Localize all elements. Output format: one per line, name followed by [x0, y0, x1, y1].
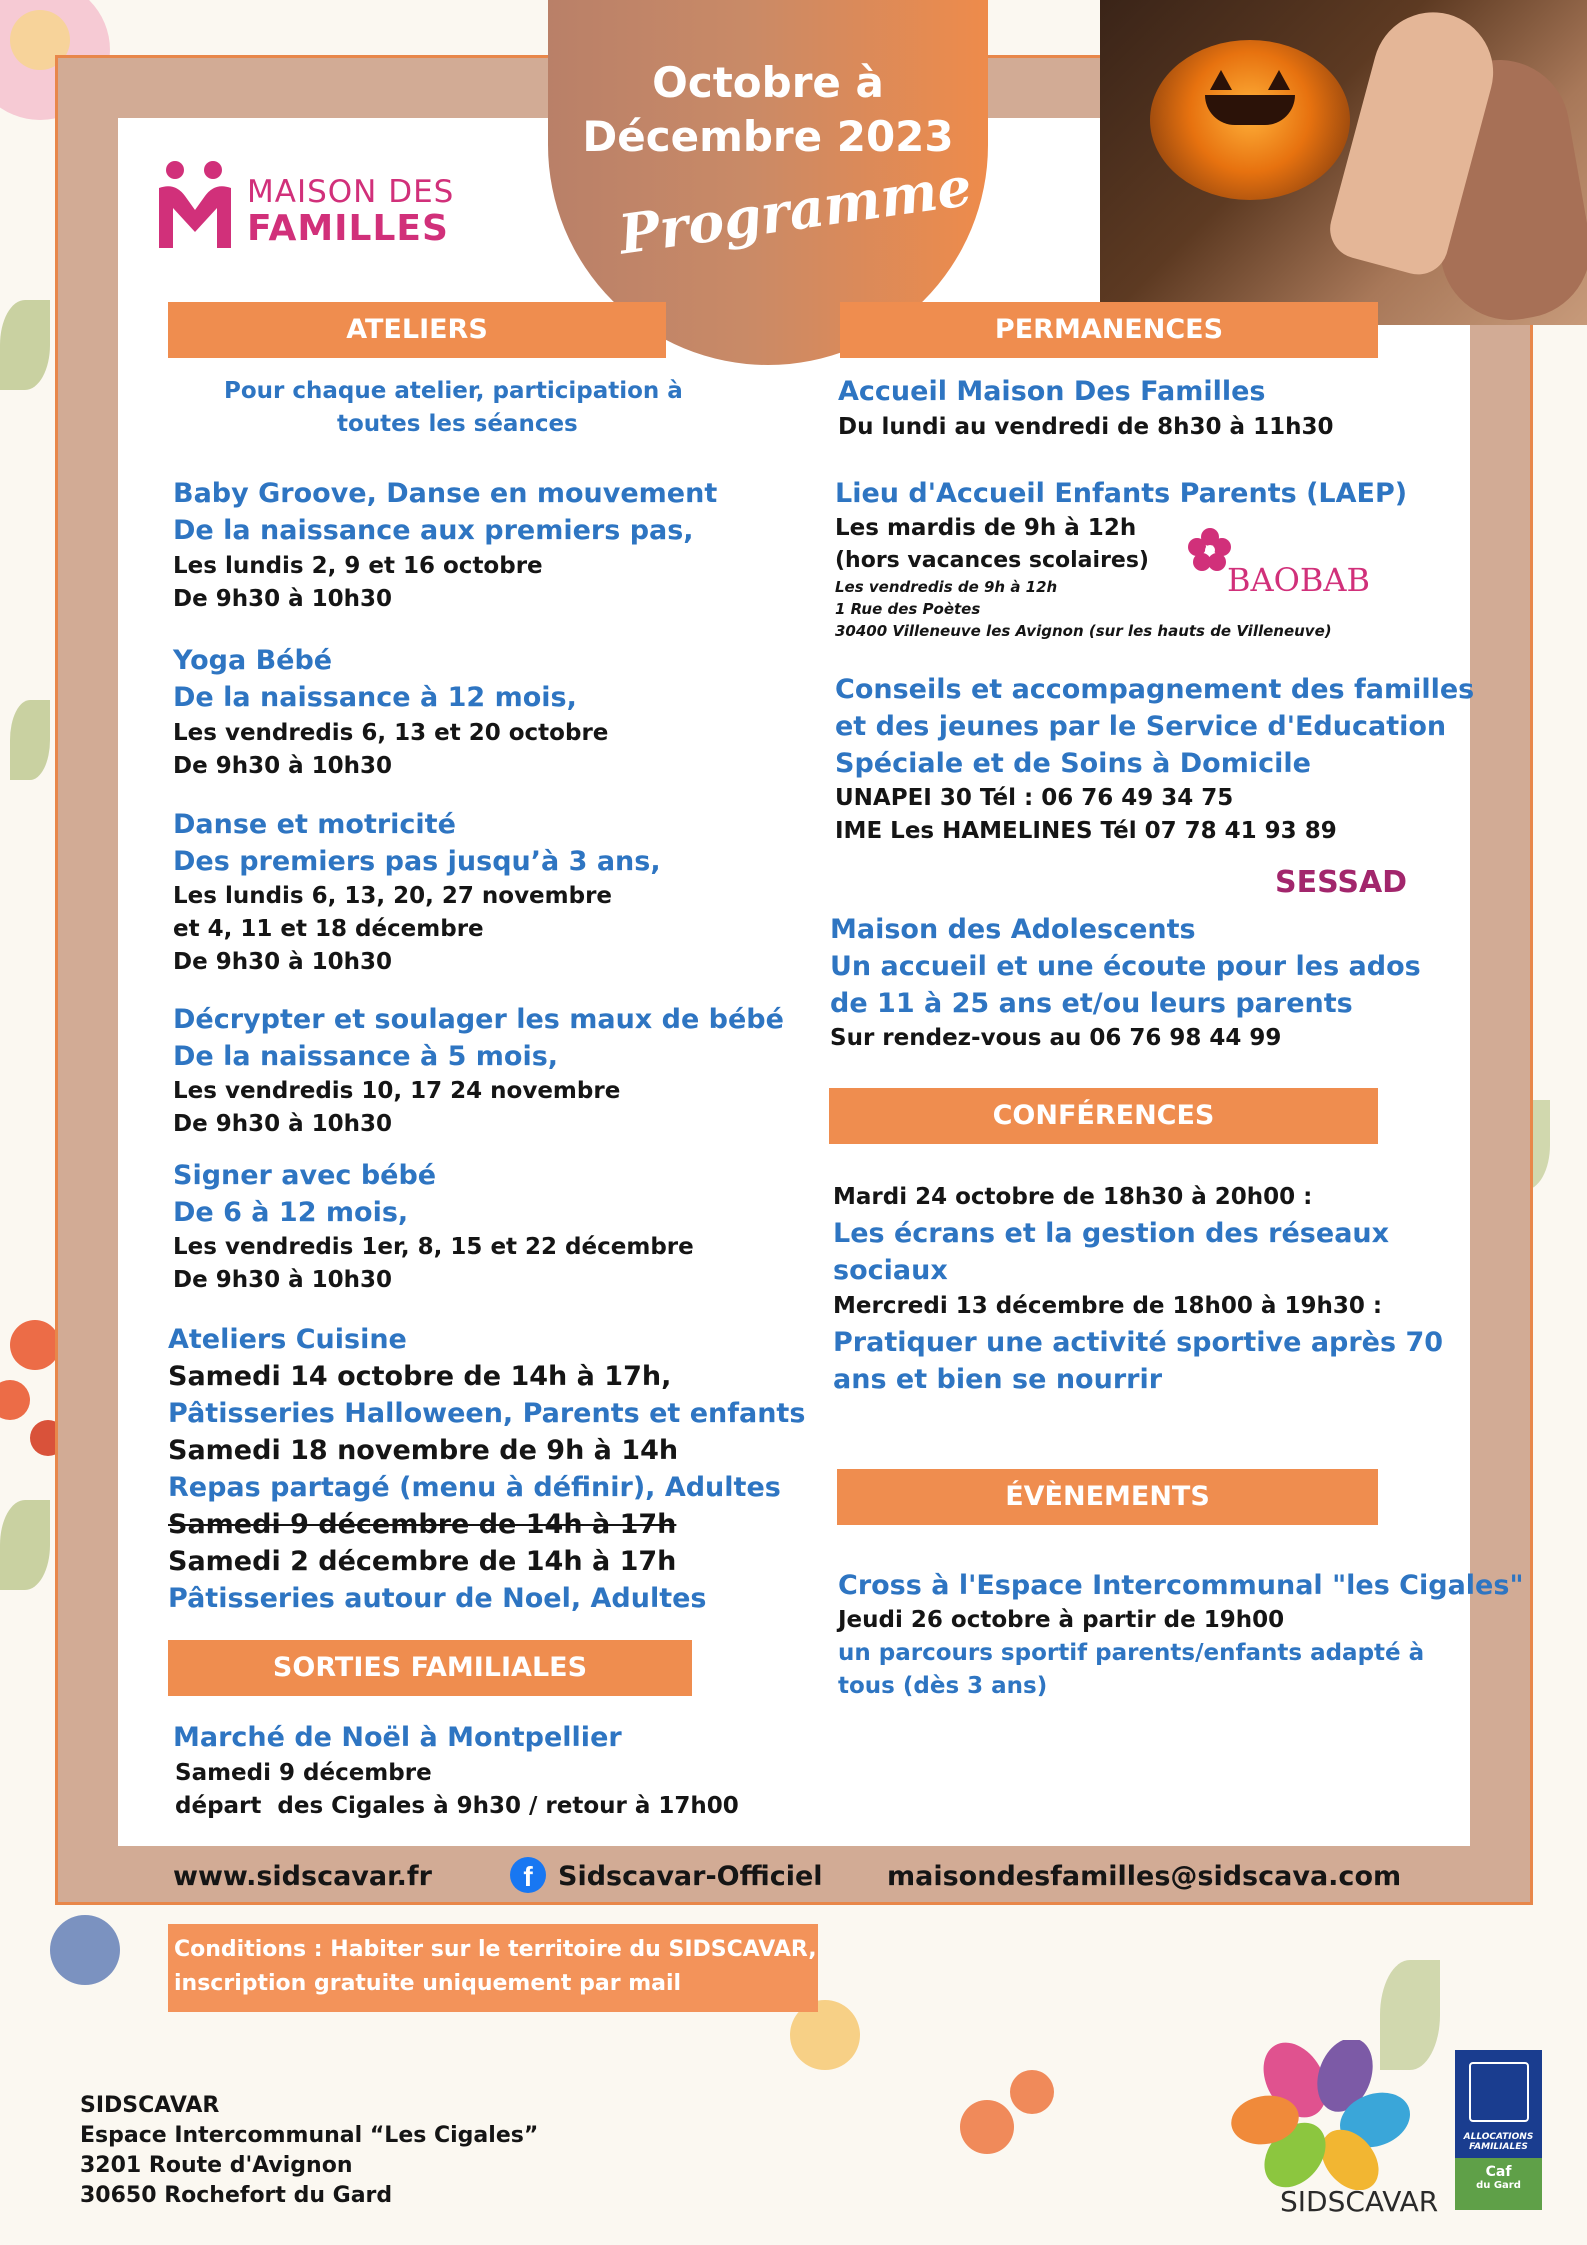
conference-date-2: Mercredi 13 décembre de 18h00 à 19h30 : [833, 1293, 1383, 1319]
caf-logo: ALLOCATIONS FAMILIALES Caf du Gard [1455, 2050, 1542, 2210]
facebook-icon: f [510, 1857, 546, 1893]
email-link[interactable]: maisondesfamilles@sidscava.com [887, 1861, 1402, 1892]
section-ateliers: ATELIERS [168, 302, 666, 358]
event-title: Cross à l'Espace Intercommunal "les Cigales" [838, 1570, 1524, 1601]
period-line1: Octobre à [652, 58, 884, 107]
period-line2: Décembre 2023 [582, 112, 954, 161]
halloween-photo [1100, 0, 1587, 325]
ados-title: Maison des Adolescents [830, 914, 1196, 945]
sortie-date: Samedi 9 décembre [175, 1760, 432, 1786]
sortie-details: départ des Cigales à 9h30 / retour à 17h00 [175, 1793, 739, 1819]
conseils-title: Conseils et accompagnement des familles [835, 674, 1475, 705]
conditions-box: Conditions : Habiter sur le territoire du SIDSCAVAR, inscription gratuite uniquement par mail [168, 1924, 818, 2012]
section-evenements: ÉVÈNEMENTS [837, 1469, 1378, 1525]
sortie-name: Marché de Noël à Montpellier [173, 1722, 622, 1753]
sidscavar-logo: SIDSCAVAR [1225, 2040, 1445, 2220]
facebook-link[interactable]: Sidscavar-Officiel [558, 1861, 823, 1892]
accueil-hours: Du lundi au vendredi de 8h30 à 11h30 [838, 414, 1334, 440]
cancelled-date: Samedi 9 décembre de 14h à 17h [168, 1509, 677, 1540]
baobab-logo: BAOBAB [1185, 525, 1345, 595]
sessad-logo: SESSAD [1275, 865, 1408, 900]
conference-title-2: Pratiquer une activité sportive après 70 [833, 1327, 1444, 1358]
ateliers-intro-2: toutes les séances [337, 411, 578, 437]
caf-emblem-icon [1469, 2062, 1529, 2122]
section-permanences: PERMANENCES [840, 302, 1378, 358]
programme-title: Programme [615, 153, 976, 267]
section-sorties: SORTIES FAMILIALES [168, 1640, 692, 1696]
conference-date-1: Mardi 24 octobre de 18h30 à 20h00 : [833, 1184, 1313, 1210]
conference-title-1: Les écrans et la gestion des réseaux [833, 1218, 1390, 1249]
website-link[interactable]: www.sidscavar.fr [173, 1861, 432, 1892]
laep-title: Lieu d'Accueil Enfants Parents (LAEP) [835, 478, 1408, 509]
maison-des-familles-logo: MAISON DES FAMILLES [155, 160, 475, 250]
family-icon [155, 160, 235, 250]
ateliers-intro-1: Pour chaque atelier, participation à [224, 378, 683, 404]
section-conferences: CONFÉRENCES [829, 1088, 1378, 1144]
accueil-title: Accueil Maison Des Familles [838, 376, 1266, 407]
petals-icon [1225, 2040, 1425, 2190]
event-date: Jeudi 26 octobre à partir de 19h00 [838, 1607, 1285, 1633]
